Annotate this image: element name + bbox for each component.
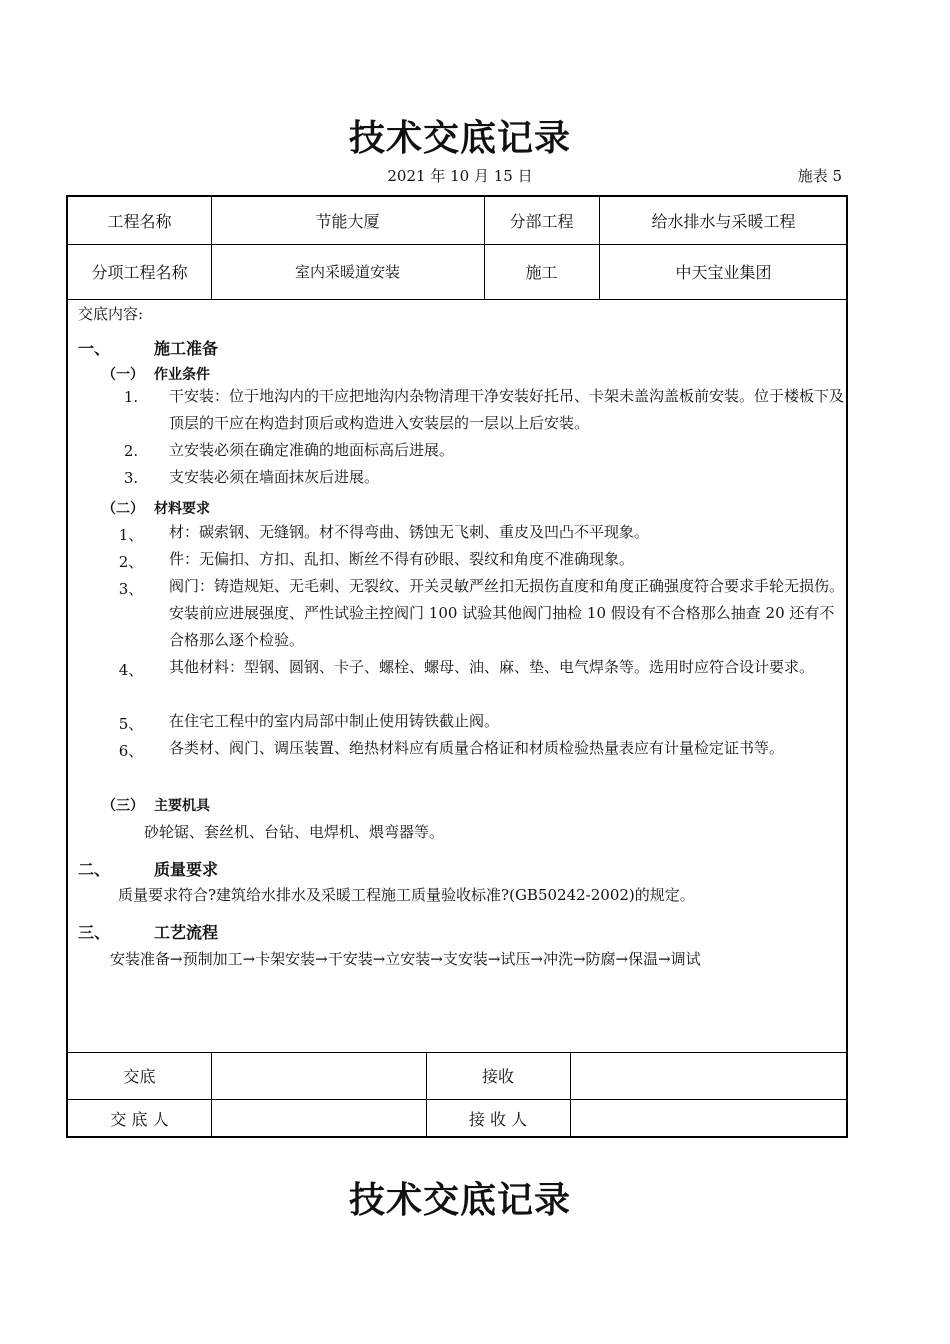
list-item-text: 在住宅工程中的室内局部中制止使用铸铁截止阀。 <box>169 712 500 730</box>
equipment-text: 砂轮锯、套丝机、台钻、电焊机、煨弯器等。 <box>144 823 445 841</box>
section-1b-number: （二） <box>102 501 144 517</box>
receive-label: 接收 <box>481 1067 514 1086</box>
receiver-field[interactable] <box>570 1099 848 1138</box>
list-item-text: 各类材、阀门、调压装置、绝热材料应有质量合格证和材质检验热量表应有计量检定证书等。 <box>169 739 785 757</box>
project-name-value: 节能大厦 <box>315 212 380 231</box>
page-title-next: 技术交底记录 <box>348 1180 571 1221</box>
list-item-text: 支安装必须在墙面抹灰后进展。 <box>169 468 380 486</box>
section-1-number: 一、 <box>78 339 111 358</box>
handover-label: 交底 <box>123 1067 156 1086</box>
subitem-label: 分项工程名称 <box>91 263 188 282</box>
section-3-number: 三、 <box>78 923 111 942</box>
project-name-label: 工程名称 <box>107 212 172 231</box>
process-flow-text: 安装准备→预制加工→卡架安装→干安装→立安装→支安装→试压→冲洗→防腐→保温→调试 <box>110 950 701 968</box>
section-1-title: 施工准备 <box>154 339 219 358</box>
list-item-number: 3. <box>123 469 139 487</box>
handover-person-field[interactable] <box>211 1099 426 1138</box>
section-2-number: 二、 <box>78 860 111 879</box>
list-item-text: 材：碳索钢、无缝钢。材不得弯曲、锈蚀无飞刺、重皮及凹凸不平现象。 <box>169 523 650 541</box>
content-label: 交底内容: <box>78 305 144 323</box>
construction-label: 施工 <box>525 263 558 282</box>
list-item-text: 件：无偏扣、方扣、乱扣、断丝不得有砂眼、裂纹和角度不准确现象。 <box>169 550 635 568</box>
section-1c-title: 主要机具 <box>154 798 210 814</box>
record-table <box>66 195 848 1138</box>
list-item-text: 阀门：铸造规矩、无毛刺、无裂纹、开关灵敏严丝扣无损伤直度和角度正确强度符合要求手轮无损伤。安装前应进展强度、严性试验主控阀门 100 试验其他阀门抽检 10 假设有不合格那么抽查 20 还有不合格那么逐个检验。 <box>169 577 845 649</box>
list-item-text: 立安装必须在确定准确的地面标高后进展。 <box>169 441 455 459</box>
list-item-number: 3、 <box>118 580 144 598</box>
section-1c-number: （三） <box>102 798 144 814</box>
list-item-number: 6、 <box>118 742 144 760</box>
list-item-number: 2、 <box>118 553 144 571</box>
subitem-value: 室内采暖道安装 <box>294 263 400 281</box>
form-number: 施表 5 <box>797 167 842 185</box>
section-2-title: 质量要求 <box>154 860 219 879</box>
handover-field[interactable] <box>211 1052 426 1099</box>
list-item-number: 5、 <box>118 715 144 733</box>
list-item-number: 2. <box>123 442 139 460</box>
list-item-text: 其他材料：型钢、圆钢、卡子、螺栓、螺母、油、麻、垫、电气焊条等。选用时应符合设计要求。 <box>169 658 815 676</box>
section-1a-title: 作业条件 <box>154 367 210 383</box>
section-3-title: 工艺流程 <box>154 923 219 942</box>
construction-value: 中天宝业集团 <box>675 263 772 282</box>
list-item-number: 4、 <box>118 661 144 679</box>
division-value: 给水排水与采暖工程 <box>651 212 796 231</box>
handover-person-label: 交 底 人 <box>110 1110 169 1129</box>
section-1b-title: 材料要求 <box>154 501 210 517</box>
list-item-number: 1. <box>123 388 139 406</box>
list-item-number: 1、 <box>118 526 144 544</box>
division-label: 分部工程 <box>509 212 574 231</box>
page-title: 技术交底记录 <box>348 118 571 159</box>
date: 2021 年 10 月 15 日 <box>387 167 533 185</box>
receive-field[interactable] <box>570 1052 848 1099</box>
quality-text: 质量要求符合?建筑给水排水及采暖工程施工质量验收标准?(GB50242-2002)的规定。 <box>118 886 695 904</box>
receiver-label: 接 收 人 <box>468 1110 528 1129</box>
list-item-text: 干安装：位于地沟内的干应把地沟内杂物清理干净安装好托吊、卡架未盖沟盖板前安装。位于楼板下及顶层的干应在构造封顶后或构造进入安装层的一层以上后安装。 <box>169 387 845 432</box>
section-1a-number: （一） <box>102 367 144 383</box>
